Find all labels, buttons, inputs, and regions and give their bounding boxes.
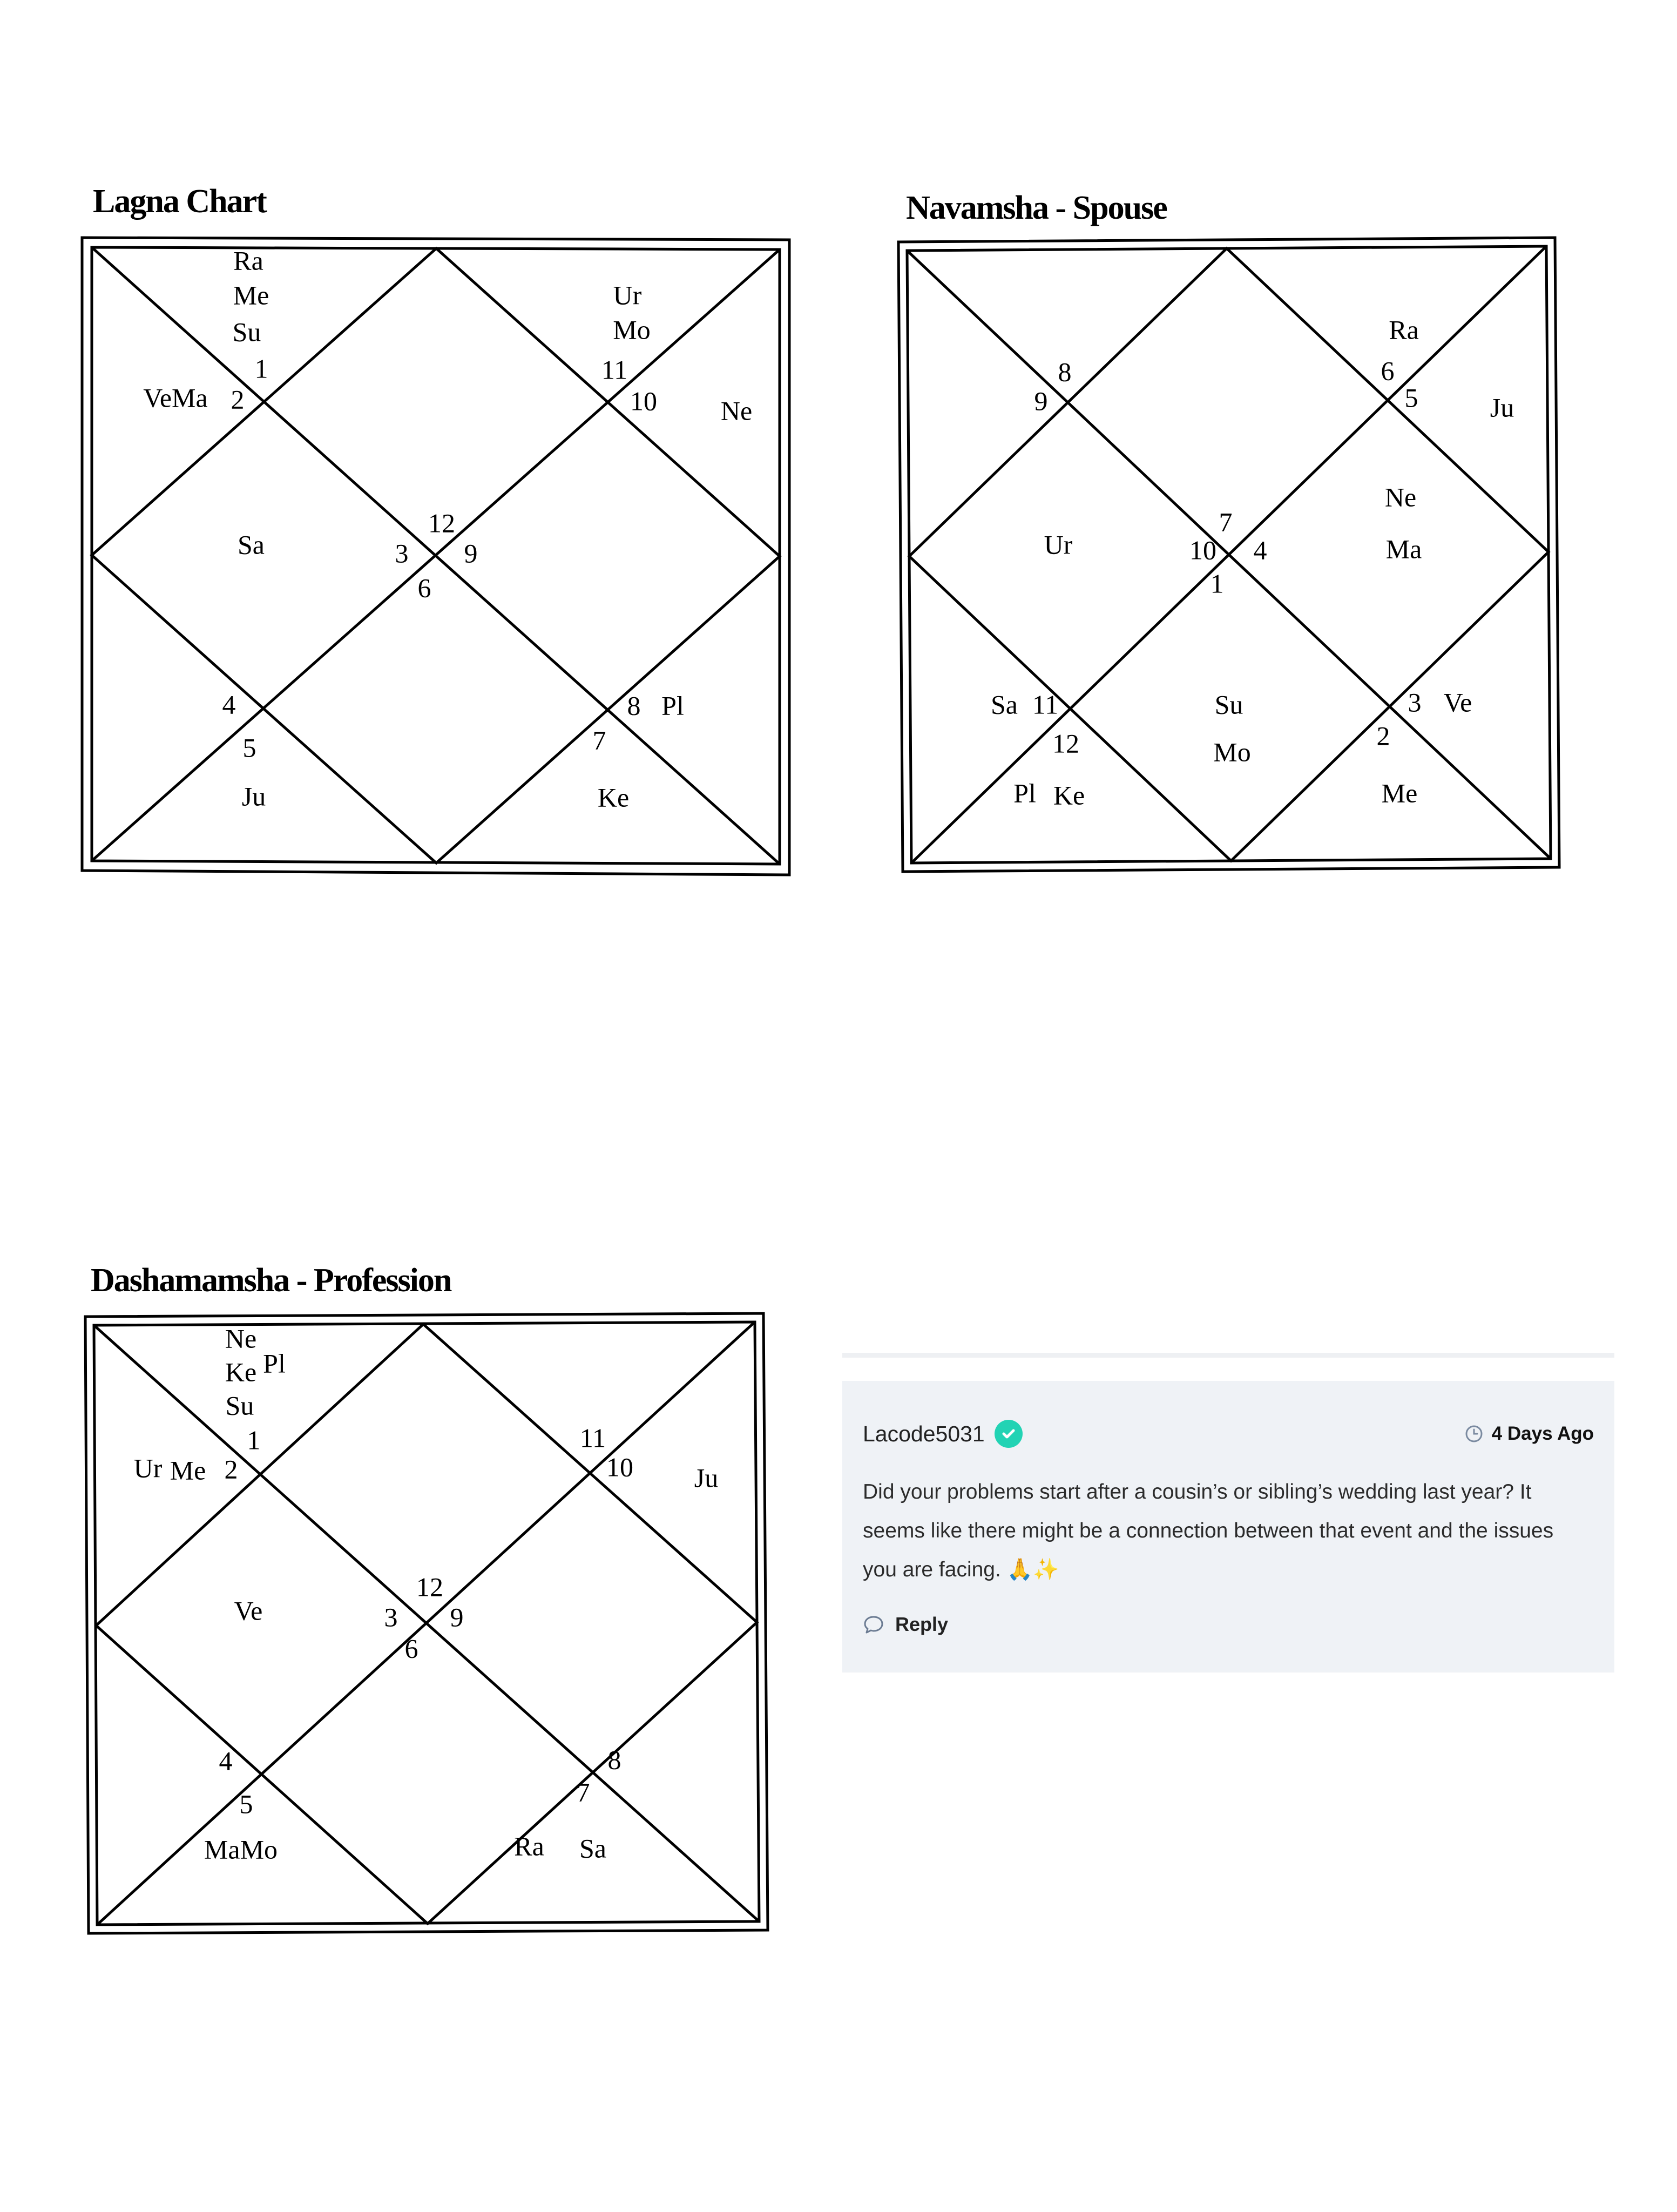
navamsha-label: 10 bbox=[1189, 535, 1216, 565]
navamsha-label: 12 bbox=[1052, 728, 1079, 759]
dashamamsha-label: 7 bbox=[576, 1777, 590, 1808]
lagna-label: Ur bbox=[613, 280, 642, 311]
dashamamsha-chart-title: Dashamamsha - Profession bbox=[91, 1262, 451, 1299]
comment-author[interactable] bbox=[863, 1420, 1023, 1448]
navamsha-label: Su bbox=[1214, 689, 1243, 720]
dashamamsha-label: 5 bbox=[239, 1789, 253, 1819]
lagna-label: Ke bbox=[597, 782, 630, 813]
navamsha-label: Ra bbox=[1389, 314, 1419, 345]
dashamamsha-label: Su bbox=[225, 1390, 254, 1421]
comment-timestamp bbox=[1465, 1423, 1594, 1445]
navamsha-label: Ur bbox=[1044, 529, 1073, 560]
dashamamsha-label: Ra bbox=[514, 1831, 544, 1862]
lagna-label: Ju bbox=[241, 781, 266, 812]
dashamamsha-label: 8 bbox=[607, 1744, 621, 1775]
lagna-label: 1 bbox=[254, 353, 268, 384]
lagna-label: 7 bbox=[592, 725, 606, 756]
dashamamsha-label: 10 bbox=[606, 1452, 633, 1482]
navamsha-label: Ke bbox=[1053, 780, 1085, 811]
navamsha-label: 6 bbox=[1381, 355, 1395, 386]
dashamamsha-label: Pl bbox=[263, 1348, 286, 1379]
dashamamsha-label: Ne bbox=[225, 1323, 257, 1354]
dashamamsha-label: MaMo bbox=[204, 1834, 278, 1865]
dashamamsha-label: 12 bbox=[416, 1572, 443, 1602]
lagna-label: 2 bbox=[231, 384, 245, 415]
navamsha-label: Ve bbox=[1443, 687, 1472, 718]
navamsha-label: Ne bbox=[1384, 482, 1417, 512]
lagna-label: 3 bbox=[395, 538, 409, 569]
comment-text: Did your problems start after a cousin’s or sibling’s wedding last year? It seems like there might be a connection between that event and the issues you are facing. 🙏✨ bbox=[863, 1480, 1554, 1581]
navamsha-label: Sa bbox=[991, 689, 1018, 720]
dashamamsha-label: 2 bbox=[224, 1454, 238, 1485]
clock-icon bbox=[1465, 1425, 1483, 1443]
navamsha-label: 3 bbox=[1408, 687, 1422, 718]
navamsha-label: 7 bbox=[1219, 507, 1233, 537]
navamsha-chart-title: Navamsha - Spouse bbox=[906, 190, 1167, 226]
lagna-label: Me bbox=[233, 280, 269, 311]
lagna-label: 10 bbox=[630, 386, 657, 416]
dashamamsha-label: 1 bbox=[247, 1425, 261, 1455]
navamsha-label: 2 bbox=[1376, 720, 1390, 751]
lagna-label: Sa bbox=[238, 529, 265, 560]
time-label: 4 Days Ago bbox=[1491, 1423, 1594, 1444]
dashamamsha-label: Ju bbox=[694, 1462, 719, 1493]
reply-label: Reply bbox=[895, 1613, 949, 1635]
verified-badge-icon bbox=[995, 1420, 1023, 1448]
dashamamsha-label: 6 bbox=[404, 1633, 418, 1664]
dashamamsha-label: 3 bbox=[384, 1602, 398, 1633]
lagna-chart-title: Lagna Chart bbox=[93, 183, 266, 220]
dashamamsha-label: Ve bbox=[234, 1595, 263, 1626]
lagna-label: 12 bbox=[428, 508, 455, 538]
dashamamsha-label: 11 bbox=[579, 1422, 606, 1453]
card-divider bbox=[842, 1353, 1614, 1358]
dashamamsha-label: 4 bbox=[219, 1745, 233, 1776]
lagna-label: 8 bbox=[627, 690, 641, 721]
navamsha-label: 11 bbox=[1032, 689, 1059, 720]
comment-card bbox=[842, 1381, 1614, 1673]
navamsha-label: Mo bbox=[1213, 737, 1251, 767]
dashamamsha-label: Sa bbox=[579, 1833, 606, 1864]
lagna-label: Mo bbox=[613, 314, 651, 345]
lagna-label: 9 bbox=[464, 538, 478, 569]
navamsha-label: 9 bbox=[1034, 386, 1048, 416]
username[interactable]: Lacode5031 bbox=[863, 1421, 985, 1446]
lagna-label: VeMa bbox=[143, 382, 208, 413]
navamsha-label: 1 bbox=[1210, 568, 1224, 599]
reply-button[interactable] bbox=[863, 1613, 948, 1636]
navamsha-label: Ma bbox=[1385, 534, 1422, 564]
navamsha-label: 4 bbox=[1253, 535, 1267, 565]
lagna-label: Pl bbox=[661, 690, 684, 721]
lagna-label: 11 bbox=[601, 354, 628, 385]
dashamamsha-label: Me bbox=[170, 1455, 206, 1486]
lagna-label: 6 bbox=[417, 572, 431, 603]
lagna-label: 4 bbox=[222, 689, 236, 720]
lagna-label: Su bbox=[232, 316, 261, 347]
navamsha-label: 8 bbox=[1058, 356, 1072, 387]
lagna-label: 5 bbox=[242, 732, 256, 763]
navamsha-label: Me bbox=[1381, 778, 1418, 808]
dashamamsha-label: 9 bbox=[450, 1602, 464, 1633]
navamsha-label: Pl bbox=[1013, 778, 1036, 808]
dashamamsha-label: Ur bbox=[133, 1453, 163, 1483]
dashamamsha-label: Ke bbox=[225, 1357, 257, 1387]
navamsha-label: Ju bbox=[1490, 392, 1514, 423]
lagna-label: Ne bbox=[720, 395, 753, 426]
speech-bubble-icon bbox=[863, 1615, 884, 1634]
navamsha-label: 5 bbox=[1404, 382, 1418, 413]
lagna-label: Ra bbox=[233, 245, 263, 276]
